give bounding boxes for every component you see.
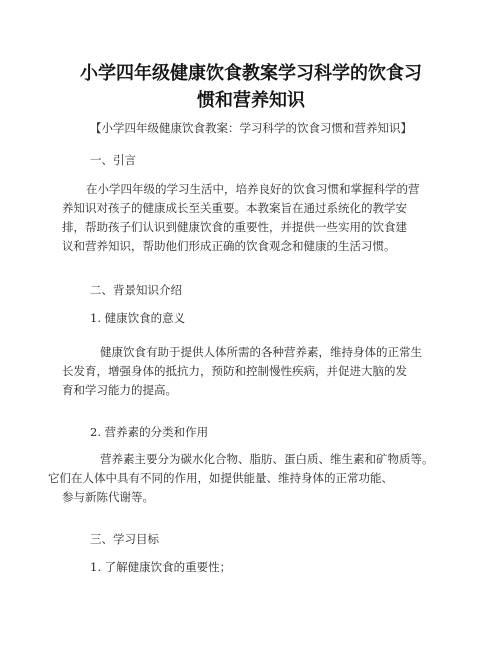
- item2-line-1: 营养素主要分为碳水化合物、脂肪、蛋白质、维生素和矿物质等。: [100, 452, 434, 466]
- background-heading: 二、背景知识介绍: [90, 283, 182, 297]
- item1-paragraph: [62, 343, 462, 400]
- item1-line-3: 育和学习能力的提高。: [62, 383, 177, 397]
- document-title: [40, 60, 462, 114]
- intro-paragraph: [62, 180, 462, 256]
- intro-line-3: 排，帮助孩子们认识到健康饮食的重要性，并提供一些实用的饮食建: [62, 220, 407, 234]
- intro-line-4: 议和营养知识，帮助他们形成正确的饮食观念和健康的生活习惯。: [62, 239, 396, 253]
- item1-heading: 1. 健康饮食的意义: [90, 311, 186, 325]
- intro-heading: 一、引言: [90, 153, 136, 167]
- item2-heading: 2. 营养素的分类和作用: [90, 425, 209, 439]
- item1-line-1: 健康饮食有助于提供人体所需的各种营养素，维持身体的正常生: [100, 345, 422, 359]
- intro-line-1: 在小学四年级的学习生活中，培养良好的饮食习惯和掌握科学的营: [86, 182, 420, 196]
- title-line-1: 小学四年级健康饮食教案学习科学的饮食习: [80, 63, 422, 84]
- intro-line-2: 养知识对孩子的健康成长至关重要。本教案旨在通过系统化的教学安: [62, 201, 407, 215]
- title-line-2: 惯和营养知识: [197, 90, 305, 111]
- goals-heading: 三、学习目标: [90, 532, 159, 546]
- item2-line-2: 它们在人体中具有不同的作用，如提供能量、维持身体的正常功能、: [48, 471, 393, 485]
- item2-paragraph: [48, 450, 448, 507]
- item1-line-2: 长发育，增强身体的抵抗力，预防和控制慢性疾病，并促进大脑的发: [62, 364, 407, 378]
- goal-item-1: 1. 了解健康饮食的重要性；: [90, 560, 232, 574]
- item2-line-3: 参与新陈代谢等。: [62, 490, 154, 504]
- document-subtitle: 【小学四年级健康饮食教案：学习科学的饮食习惯和营养知识】: [90, 121, 412, 135]
